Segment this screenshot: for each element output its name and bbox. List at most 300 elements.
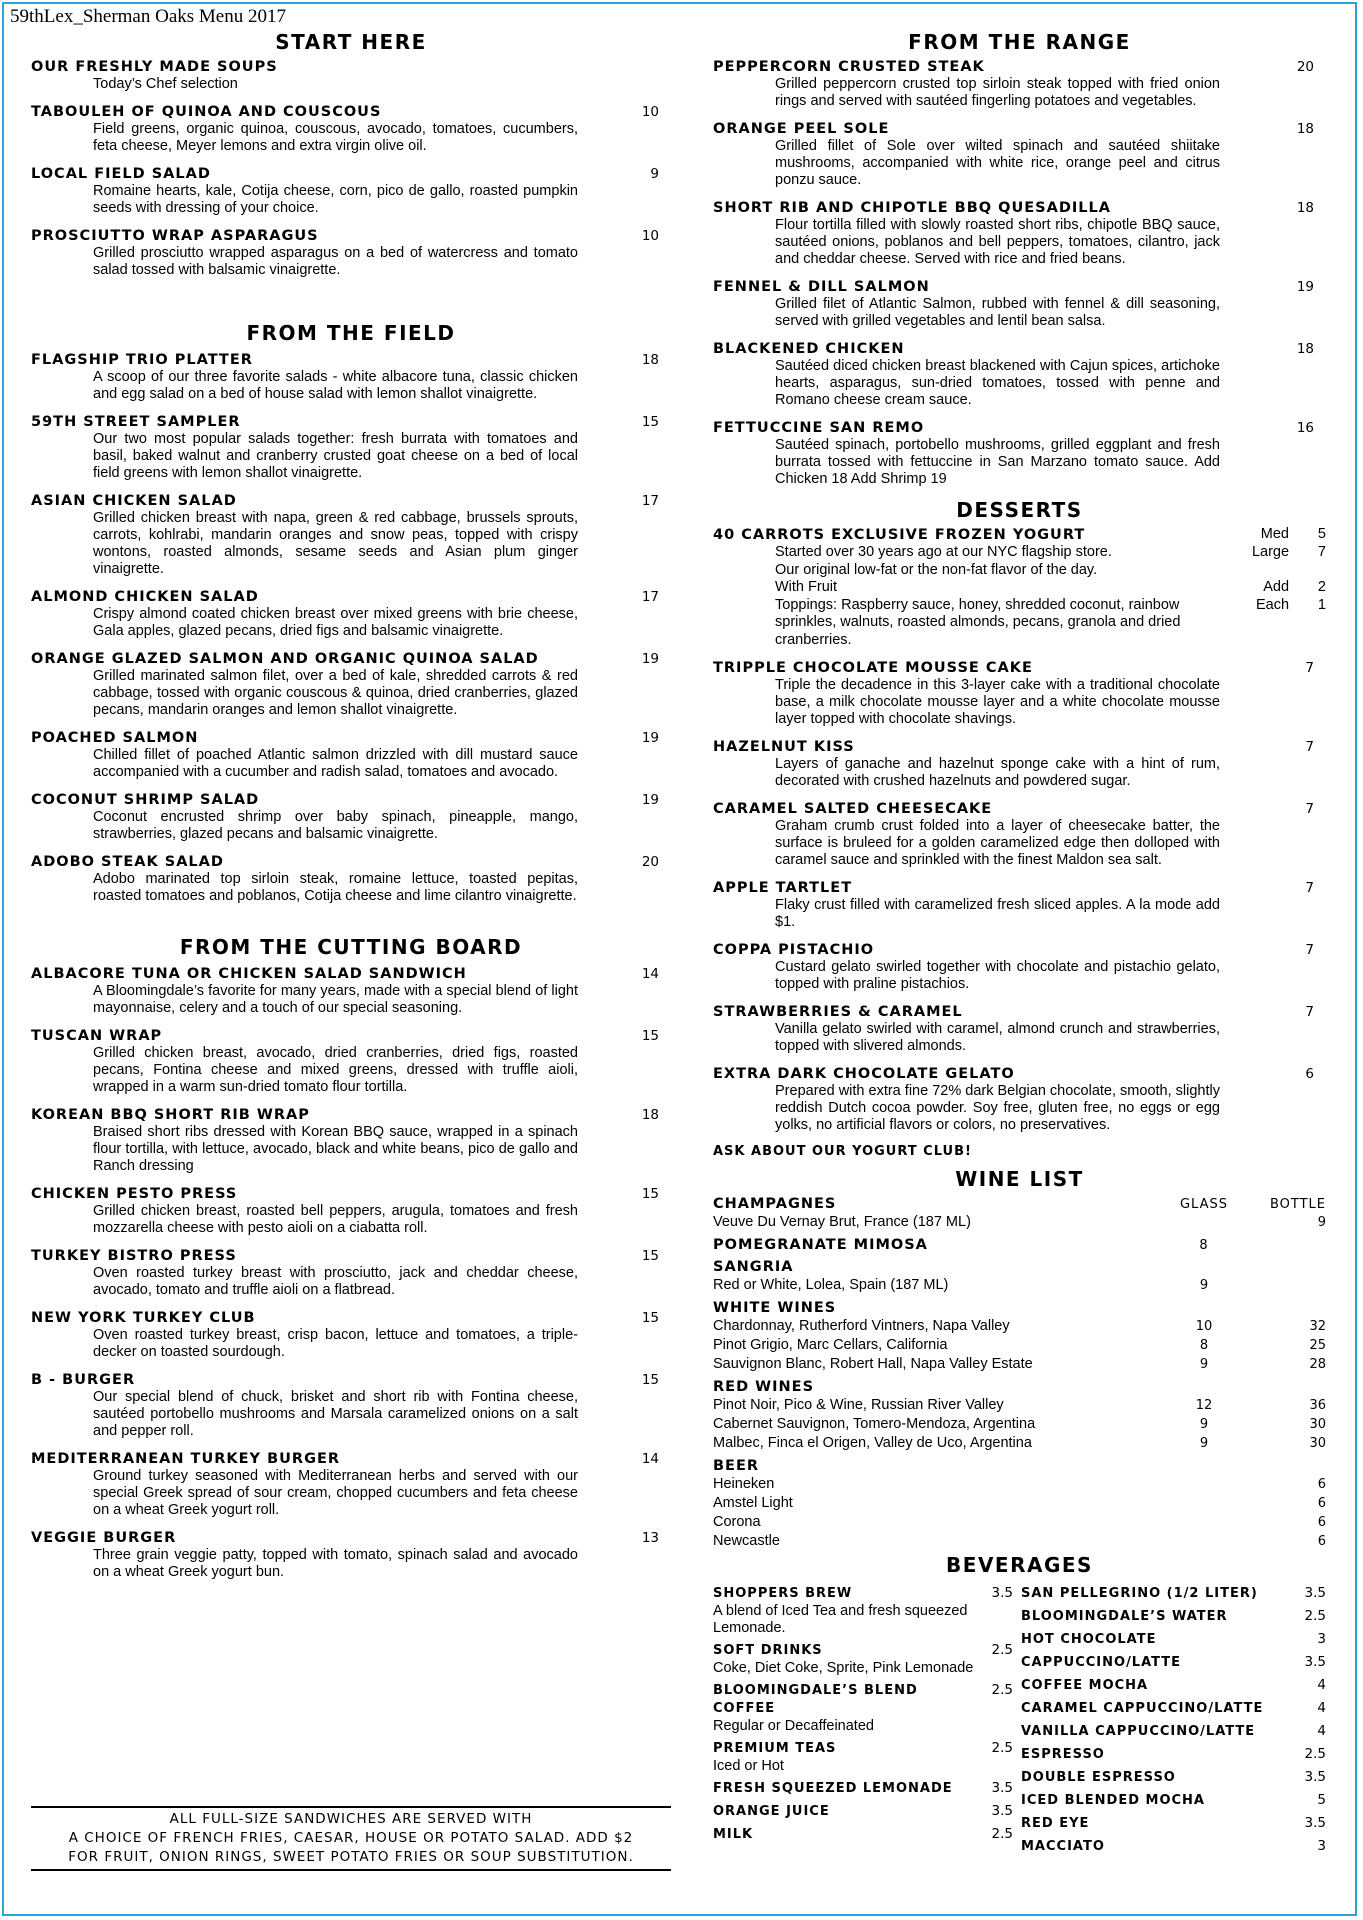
item-name: SHORT RIB AND CHIPOTLE BBQ QUESADILLA <box>713 200 1111 216</box>
wine-row <box>713 1532 1326 1551</box>
wine-group-name: BEER <box>713 1458 760 1474</box>
glass-price: 9 <box>1199 1357 1209 1372</box>
beverage-price: 3 <box>1317 1838 1326 1854</box>
beverage-description: A blend of Iced Tea and fresh squeezed Lemonade. <box>713 1603 968 1636</box>
menu-item <box>713 278 1326 330</box>
frozen-yogurt-item <box>713 526 1326 649</box>
item-price: 18 <box>641 1107 659 1123</box>
beverage-name: BLOOMINGDALE’S WATER <box>1021 1609 1228 1624</box>
item-description: A scoop of our three favorite salads - white albacore tuna, classic chicken and egg salad on a bed of house salad with lemon shallot vinaigrette. <box>93 369 578 402</box>
item-description: Crispy almond coated chicken breast over mixed greens with brie cheese, Gala apples, glazed pecans, dried figs and balsamic vinaigrette. <box>93 606 578 639</box>
item-description: Triple the decadence in this 3-layer cake with a traditional chocolate base, a milk chocolate mousse layer and a white chocolate mousse layer topped with chocolate shavings. <box>775 677 1220 727</box>
glass-price <box>1144 1494 1264 1513</box>
beverage-price: 3.5 <box>1304 1654 1326 1670</box>
glass-price: 9 <box>1199 1417 1209 1432</box>
menu-item <box>31 1247 671 1299</box>
menu-item <box>31 1450 671 1519</box>
item-name: EXTRA DARK CHOCOLATE GELATO <box>713 1066 1015 1082</box>
item-name: APPLE TARTLET <box>713 880 853 896</box>
footnote-line-1: ALL FULL-SIZE SANDWICHES ARE SERVED WITH <box>169 1811 533 1827</box>
option-size: Add <box>1263 579 1290 595</box>
from-the-field-list <box>31 351 671 905</box>
item-price: 10 <box>641 104 659 120</box>
item-description: Flour tortilla filled with slowly roasted short ribs, chipotle BBQ sauce, sautéed onions, poblanos and bell peppers, tomatoes, cilantro, jack and cheddar cheese. Served with rice and fried beans. <box>775 217 1220 267</box>
wine-name: Corona <box>713 1514 761 1530</box>
item-price: 13 <box>641 1530 659 1546</box>
item-name: HAZELNUT KISS <box>713 739 855 755</box>
wine-name: Cabernet Sauvignon, Tomero-Mendoza, Argentina <box>713 1416 1036 1432</box>
item-name: CHICKEN PESTO PRESS <box>31 1186 238 1202</box>
wine-name: Pinot Grigio, Marc Cellars, California <box>713 1337 948 1353</box>
bottle-price: 9 <box>1317 1215 1326 1230</box>
item-description: Sautéed spinach, portobello mushrooms, grilled eggplant and fresh burrata tossed with fettuccine in San Marzano tomato sauce. Add Chicken 18 Add Shrimp 19 <box>775 437 1220 487</box>
beverage-item <box>1021 1677 1326 1695</box>
menu-item <box>31 413 671 482</box>
bottle-price: 6 <box>1317 1534 1326 1549</box>
item-description: Layers of ganache and hazelnut sponge cake with a hint of rum, decorated with crushed hazelnuts and powdered sugar. <box>775 756 1220 789</box>
item-description: Romaine hearts, kale, Cotija cheese, corn, pico de gallo, roasted pumpkin seeds with dressing of your choice. <box>93 183 578 216</box>
section-title-from-the-range: FROM THE RANGE <box>908 30 1131 54</box>
menu-item <box>713 419 1326 488</box>
item-name: OUR FRESHLY MADE SOUPS <box>31 59 278 75</box>
wine-group <box>713 1378 1326 1453</box>
item-price: 15 <box>641 1186 659 1202</box>
wine-group-header <box>713 1236 1326 1254</box>
item-price: 7 <box>1305 660 1314 676</box>
beverage-name: ESPRESSO <box>1021 1747 1105 1762</box>
item-name: STRAWBERRIES & CARAMEL <box>713 1004 963 1020</box>
item-name: ADOBO STEAK SALAD <box>31 854 224 870</box>
wine-group-header <box>713 1378 1326 1396</box>
item-price: 15 <box>641 1248 659 1264</box>
yogurt-option-row <box>713 579 1326 597</box>
item-price: 7 <box>1305 1004 1314 1020</box>
bottle-column-label: BOTTLE <box>1269 1197 1326 1212</box>
item-price: 18 <box>1296 200 1314 216</box>
item-price: 19 <box>641 730 659 746</box>
item-description: Custard gelato swirled together with chocolate and pistachio gelato, topped with praline pistachios. <box>775 959 1220 992</box>
wine-row <box>713 1336 1326 1355</box>
section-title-wine-list: WINE LIST <box>955 1167 1084 1191</box>
item-price: 20 <box>1296 59 1314 75</box>
sandwich-footnote <box>31 1806 671 1871</box>
item-name: LOCAL FIELD SALAD <box>31 166 211 182</box>
wine-row <box>713 1355 1326 1374</box>
section-title-from-the-field: FROM THE FIELD <box>246 321 456 345</box>
wine-group-name: RED WINES <box>713 1379 815 1395</box>
size-label: Med <box>1260 526 1289 542</box>
item-description: Coconut encrusted shrimp over baby spinach, pineapple, mango, strawberries, glazed pecans and balsamic vinaigrette. <box>93 809 578 842</box>
beverage-name: COFFEE MOCHA <box>1021 1678 1149 1693</box>
wine-group <box>713 1457 1326 1551</box>
wine-group <box>713 1195 1326 1232</box>
beverage-price: 3.5 <box>991 1803 1013 1819</box>
menu-item <box>31 1027 671 1096</box>
bottle-price: 6 <box>1317 1515 1326 1530</box>
menu-item <box>31 58 671 93</box>
glass-price <box>1144 1513 1264 1532</box>
item-description: A Bloomingdale’s favorite for many years, made with a special blend of light mayonnaise, celery and a touch of our special seasoning. <box>93 983 578 1016</box>
beverage-name: SAN PELLEGRINO (1/2 LITER) <box>1021 1586 1258 1601</box>
item-name: ALBACORE TUNA OR CHICKEN SALAD SANDWICH <box>31 966 467 982</box>
item-name: 59TH STREET SAMPLER <box>31 414 241 430</box>
item-name: COPPA PISTACHIO <box>713 942 875 958</box>
beverages-grid <box>713 1585 1326 1861</box>
glass-price: 10 <box>1195 1319 1213 1334</box>
footnote-line-3: FOR FRUIT, ONION RINGS, SWEET POTATO FRIES OR SOUP SUBSTITUTION. <box>68 1849 634 1865</box>
option-text: With Fruit <box>775 579 838 595</box>
beverage-name: DOUBLE ESPRESSO <box>1021 1770 1176 1785</box>
item-description: Grilled chicken breast, avocado, dried cranberries, dried figs, roasted pecans, Fontina cheese and mixed greens, dressed with truffle aioli, wrapped in a warm sun-dried tomato flour tortilla. <box>93 1045 578 1095</box>
menu-item <box>31 588 671 640</box>
beverage-item <box>713 1682 1013 1735</box>
item-name: TURKEY BISTRO PRESS <box>31 1248 237 1264</box>
beverage-name: CAPPUCCINO/LATTE <box>1021 1655 1182 1670</box>
item-description: Grilled chicken breast, roasted bell peppers, arugula, tomatoes and fresh mozzarella cheese with pesto aioli on a ciabatta roll. <box>93 1203 578 1236</box>
item-description: Vanilla gelato swirled with caramel, almond crunch and strawberries, topped with slivered almonds. <box>775 1021 1220 1054</box>
item-price: 15 <box>641 1028 659 1044</box>
item-name: FETTUCCINE SAN REMO <box>713 420 925 436</box>
item-name: FENNEL & DILL SALMON <box>713 279 930 295</box>
wine-name: Sauvignon Blanc, Robert Hall, Napa Valley Estate <box>713 1356 1033 1372</box>
glass-price: 8 <box>1199 1238 1209 1253</box>
wine-row <box>713 1513 1326 1532</box>
option-size: Each <box>1256 596 1290 613</box>
item-description: Graham crumb crust folded into a layer of cheesecake batter, the surface is bruleed for a golden caramelized edge then dolloped with caramel sauce and sprinkled with the finest Maldon sea salt. <box>775 818 1220 868</box>
wine-row <box>713 1434 1326 1453</box>
wine-name: Chardonnay, Rutherford Vintners, Napa Valley <box>713 1318 1010 1334</box>
bottle-price: 36 <box>1309 1398 1326 1413</box>
item-price: 20 <box>641 854 659 870</box>
wine-row <box>713 1276 1326 1295</box>
bottle-price: 30 <box>1309 1417 1326 1432</box>
menu-item <box>31 1529 671 1581</box>
glass-column-label: GLASS <box>1179 1197 1228 1212</box>
item-name: PROSCIUTTO WRAP ASPARAGUS <box>31 228 319 244</box>
item-price: 17 <box>641 589 659 605</box>
item-name: NEW YORK TURKEY CLUB <box>31 1310 256 1326</box>
beverage-item <box>713 1585 1013 1637</box>
cutting-board-list <box>31 965 671 1581</box>
wine-name: Red or White, Lolea, Spain (187 ML) <box>713 1277 949 1293</box>
item-description: Prepared with extra fine 72% dark Belgian chocolate, smooth, slightly reddish Dutch cocoa powder. Soy free, gluten free, no eggs or egg yolks, no artificial flavors or colors, no preservatives. <box>775 1083 1220 1133</box>
beverage-item <box>1021 1815 1326 1833</box>
beverage-description: Regular or Decaffeinated <box>713 1718 874 1734</box>
item-description: Flaky crust filled with caramelized fresh sliced apples. A la mode add $1. <box>775 897 1220 930</box>
item-price: 14 <box>641 966 659 982</box>
beverage-item <box>1021 1631 1326 1649</box>
bottle-price: 28 <box>1309 1357 1326 1372</box>
left-column <box>31 30 671 1591</box>
wine-group-header <box>713 1457 1326 1475</box>
menu-item <box>713 199 1326 268</box>
item-name: PEPPERCORN CRUSTED STEAK <box>713 59 985 75</box>
wine-group <box>713 1236 1326 1254</box>
item-description: Our two most popular salads together: fresh burrata with tomatoes and basil, baked walnut and cranberry crusted goat cheese on a bed of local field greens with lemon shallot vinaigrette. <box>93 431 578 481</box>
beverage-name: HOT CHOCOLATE <box>1021 1632 1157 1647</box>
beverage-item <box>1021 1700 1326 1718</box>
beverage-price: 2.5 <box>991 1682 1013 1698</box>
item-name: TABOULEH OF QUINOA AND COUSCOUS <box>31 104 382 120</box>
item-price: 7 <box>1305 739 1314 755</box>
item-name: ASIAN CHICKEN SALAD <box>31 493 237 509</box>
beverage-price: 2.5 <box>991 1740 1013 1756</box>
beverage-price: 3 <box>1317 1631 1326 1647</box>
wine-group-name: POMEGRANATE MIMOSA <box>713 1237 928 1253</box>
beverage-price: 4 <box>1317 1677 1326 1693</box>
beverage-item <box>713 1780 1013 1798</box>
item-description: Oven roasted turkey breast, crisp bacon, lettuce and tomatoes, a triple-decker on toasted sourdough. <box>93 1327 578 1360</box>
item-price: 6 <box>1305 1066 1314 1082</box>
beverage-name: RED EYE <box>1021 1816 1090 1831</box>
beverage-item <box>1021 1838 1326 1856</box>
item-name: ORANGE GLAZED SALMON AND ORGANIC QUINOA SALAD <box>31 651 539 667</box>
beverage-name: ICED BLENDED MOCHA <box>1021 1793 1205 1808</box>
item-price: 10 <box>641 228 659 244</box>
yogurt-option-row <box>713 544 1326 562</box>
beverage-name: FRESH SQUEEZED LEMONADE <box>713 1781 953 1796</box>
beverage-price: 3.5 <box>1304 1769 1326 1785</box>
item-price: 16 <box>1296 420 1314 436</box>
menu-item <box>713 58 1326 110</box>
yogurt-option-row <box>713 562 1326 580</box>
item-price: 9 <box>650 166 659 182</box>
beverage-item <box>1021 1608 1326 1626</box>
item-price: 18 <box>1296 121 1314 137</box>
option-price <box>1289 562 1326 580</box>
from-the-range-list <box>713 58 1326 488</box>
section-title-cutting-board: FROM THE CUTTING BOARD <box>179 935 523 959</box>
glass-price: 8 <box>1199 1338 1209 1353</box>
beverage-item <box>1021 1585 1326 1603</box>
option-price: 1 <box>1317 596 1326 613</box>
glass-price: 12 <box>1195 1398 1213 1413</box>
menu-item <box>31 729 671 781</box>
beverage-price: 4 <box>1317 1700 1326 1716</box>
section-title-desserts: DESSERTS <box>956 498 1083 522</box>
bottle-price: 30 <box>1309 1436 1326 1451</box>
item-description: Grilled prosciutto wrapped asparagus on a bed of watercress and tomato salad tossed with balsamic vinaigrette. <box>93 245 578 278</box>
menu-item <box>31 1371 671 1440</box>
bottle-price <box>1264 1276 1326 1295</box>
wine-name: Heineken <box>713 1476 775 1492</box>
item-name: BLACKENED CHICKEN <box>713 341 905 357</box>
yogurt-club-note: ASK ABOUT OUR YOGURT CLUB! <box>713 1144 972 1159</box>
yogurt-options <box>713 544 1326 649</box>
menu-item <box>713 879 1326 931</box>
bottle-price: 6 <box>1317 1477 1326 1492</box>
beverage-name: MILK <box>713 1827 754 1842</box>
menu-item <box>713 1003 1326 1055</box>
item-price: 5 <box>1317 526 1326 542</box>
wine-name: Veuve Du Vernay Brut, France (187 ML) <box>713 1214 971 1230</box>
glass-price <box>1144 1532 1264 1551</box>
item-name: B - BURGER <box>31 1372 136 1388</box>
beverage-price: 2.5 <box>991 1826 1013 1842</box>
beverage-name: VANILLA CAPPUCCINO/LATTE <box>1021 1724 1256 1739</box>
menu-item <box>713 340 1326 409</box>
document-title: 59thLex_Sherman Oaks Menu 2017 <box>10 6 286 27</box>
beverage-name: CARAMEL CAPPUCCINO/LATTE <box>1021 1701 1264 1716</box>
wine-group-header <box>713 1299 1326 1317</box>
option-text: Toppings: Raspberry sauce, honey, shredded coconut, rainbow sprinkles, walnuts, roasted almonds, pecans, granola and dried cranberries. <box>775 596 1181 648</box>
beverages-left-column <box>713 1585 1013 1861</box>
beverage-price: 2.5 <box>1304 1746 1326 1762</box>
item-description: Grilled fillet of Sole over wilted spinach and sautéed shiitake mushrooms, accompanied with white rice, orange peel and citrus ponzu sauce. <box>775 138 1220 188</box>
item-description: Field greens, organic quinoa, couscous, avocado, tomatoes, cucumbers, feta cheese, Meyer lemons and extra virgin olive oil. <box>93 121 578 154</box>
menu-item <box>31 791 671 843</box>
option-price: 7 <box>1317 544 1326 560</box>
item-description: Today’s Chef selection <box>93 76 238 92</box>
wine-name: Malbec, Finca el Origen, Valley de Uco, Argentina <box>713 1435 1032 1451</box>
item-price: 19 <box>641 651 659 667</box>
bottle-price: 25 <box>1309 1338 1326 1353</box>
item-description: Grilled chicken breast with napa, green & red cabbage, brussels sprouts, carrots, kohlrabi, mandarin oranges and snow peas, topped with crispy wontons, roasted almonds, sesame seeds and Asian plum ginger vinaigrette. <box>93 510 578 577</box>
menu-item <box>31 1106 671 1175</box>
wine-group-header <box>713 1258 1326 1276</box>
beverage-price: 3.5 <box>1304 1585 1326 1601</box>
yogurt-option-row <box>713 597 1326 650</box>
item-price: 18 <box>641 352 659 368</box>
item-description: Chilled fillet of poached Atlantic salmon drizzled with dill mustard sauce accompanied with a cucumber and radish salad, tomatoes and avocado. <box>93 747 578 780</box>
menu-item <box>713 659 1326 728</box>
beverage-item <box>1021 1746 1326 1764</box>
beverage-name: BLOOMINGDALE’S BLEND COFFEE <box>713 1683 918 1716</box>
wine-name: Newcastle <box>713 1533 780 1549</box>
item-price: 15 <box>641 1310 659 1326</box>
item-description: Our special blend of chuck, brisket and short rib with Fontina cheese, sautéed portobello mushrooms and Marsala caramelized onions on a salt and pepper roll. <box>93 1389 578 1439</box>
bottle-price: 6 <box>1317 1496 1326 1511</box>
menu-item <box>31 492 671 578</box>
menu-item <box>31 1309 671 1361</box>
item-name: ALMOND CHICKEN SALAD <box>31 589 259 605</box>
item-price: 15 <box>641 414 659 430</box>
item-name: VEGGIE BURGER <box>31 1530 177 1546</box>
item-description: Oven roasted turkey breast with prosciutto, jack and cheddar cheese, avocado, tomato and truffle aioli on a flatbread. <box>93 1265 578 1298</box>
wine-row <box>713 1494 1326 1513</box>
item-name: POACHED SALMON <box>31 730 199 746</box>
wine-row <box>713 1475 1326 1494</box>
beverage-item <box>1021 1769 1326 1787</box>
wine-group <box>713 1299 1326 1374</box>
option-size: Large <box>1251 544 1290 560</box>
wine-row <box>713 1317 1326 1336</box>
item-name: COCONUT SHRIMP SALAD <box>31 792 260 808</box>
beverage-price: 5 <box>1317 1792 1326 1808</box>
option-size <box>1219 562 1289 580</box>
item-description: Adobo marinated top sirloin steak, romaine lettuce, toasted pepitas, roasted tomatoes and poblanos, Cotija cheese and lime cilantro vinaigrette. <box>93 871 578 904</box>
wine-group-header <box>713 1195 1326 1213</box>
beverage-description: Coke, Diet Coke, Sprite, Pink Lemonade <box>713 1660 974 1676</box>
beverage-name: ORANGE JUICE <box>713 1804 830 1819</box>
menu-item <box>31 1185 671 1237</box>
beverage-price: 3.5 <box>1304 1815 1326 1831</box>
desserts-list <box>713 659 1326 1134</box>
beverage-item <box>713 1803 1013 1821</box>
item-description: Three grain veggie patty, topped with tomato, spinach salad and avocado on a wheat Greek yogurt bun. <box>93 1547 578 1580</box>
item-price: 19 <box>641 792 659 808</box>
item-name: TRIPPLE CHOCOLATE MOUSSE CAKE <box>713 660 1033 676</box>
item-name: 40 CARROTS EXCLUSIVE FROZEN YOGURT <box>713 527 1086 543</box>
item-description: Ground turkey seasoned with Mediterranean herbs and served with our special Greek spread of sour cream, chopped cucumbers and feta cheese on a wheat Greek yogurt roll. <box>93 1468 578 1518</box>
beverage-price: 3.5 <box>991 1585 1013 1601</box>
beverage-item <box>1021 1654 1326 1672</box>
wine-row <box>713 1213 1326 1232</box>
wine-list <box>713 1195 1326 1551</box>
item-price: 7 <box>1305 880 1314 896</box>
beverage-price: 2.5 <box>991 1642 1013 1658</box>
item-price: 7 <box>1305 942 1314 958</box>
bottle-price: 32 <box>1309 1319 1326 1334</box>
beverage-price: 3.5 <box>991 1780 1013 1796</box>
item-price: 19 <box>1296 279 1314 295</box>
item-name: FLAGSHIP TRIO PLATTER <box>31 352 253 368</box>
beverage-item <box>713 1740 1013 1775</box>
menu-item <box>31 853 671 905</box>
wine-group-name: SANGRIA <box>713 1259 794 1275</box>
wine-name: Pinot Noir, Pico & Wine, Russian River Valley <box>713 1397 1004 1413</box>
section-title-beverages: BEVERAGES <box>946 1553 1093 1577</box>
item-price: 7 <box>1305 801 1314 817</box>
item-price: 14 <box>641 1451 659 1467</box>
menu-item <box>31 165 671 217</box>
item-description: Braised short ribs dressed with Korean BBQ sauce, wrapped in a spinach flour tortilla, with lettuce, avocado, black and white beans, pico de gallo and Ranch dressing <box>93 1124 578 1174</box>
menu-item <box>713 738 1326 790</box>
item-description: Grilled filet of Atlantic Salmon, rubbed with fennel & dill seasoning, served with grilled vegetables and lentil bean salsa. <box>775 296 1220 329</box>
menu-item <box>31 650 671 719</box>
menu-item <box>31 227 671 279</box>
beverages-right-column <box>1021 1585 1326 1861</box>
item-price: 15 <box>641 1372 659 1388</box>
beverage-name: PREMIUM TEAS <box>713 1741 837 1756</box>
beverage-price: 4 <box>1317 1723 1326 1739</box>
beverage-description: Iced or Hot <box>713 1758 784 1774</box>
menu-item <box>713 941 1326 993</box>
wine-group-name: WHITE WINES <box>713 1300 837 1316</box>
wine-row <box>713 1415 1326 1434</box>
item-name: TUSCAN WRAP <box>31 1028 163 1044</box>
menu-item <box>31 103 671 155</box>
section-title-start-here: START HERE <box>275 30 427 54</box>
menu-item <box>713 120 1326 189</box>
beverage-price: 2.5 <box>1304 1608 1326 1624</box>
menu-item <box>713 800 1326 869</box>
right-column <box>713 30 1326 1861</box>
glass-price <box>1144 1475 1264 1494</box>
beverage-name: MACCIATO <box>1021 1839 1105 1854</box>
option-text: Started over 30 years ago at our NYC flagship store. <box>775 544 1112 560</box>
beverage-item <box>1021 1723 1326 1741</box>
wine-group-name: CHAMPAGNES <box>713 1196 837 1212</box>
option-text: Our original low-fat or the non-fat flavor of the day. <box>775 561 1098 578</box>
beverage-item <box>713 1826 1013 1844</box>
wine-group <box>713 1258 1326 1295</box>
item-name: MEDITERRANEAN TURKEY BURGER <box>31 1451 341 1467</box>
item-price: 17 <box>641 493 659 509</box>
item-name: KOREAN BBQ SHORT RIB WRAP <box>31 1107 310 1123</box>
glass-price: 9 <box>1199 1436 1209 1451</box>
item-price: 18 <box>1296 341 1314 357</box>
start-here-list <box>31 58 671 279</box>
item-name: ORANGE PEEL SOLE <box>713 121 890 137</box>
menu-item <box>31 351 671 403</box>
item-name: CARAMEL SALTED CHEESECAKE <box>713 801 993 817</box>
wine-name: Amstel Light <box>713 1495 793 1511</box>
footnote-line-2: A CHOICE OF FRENCH FRIES, CAESAR, HOUSE OR POTATO SALAD. ADD $2 <box>68 1830 634 1846</box>
glass-price: 9 <box>1199 1278 1209 1293</box>
glass-price <box>1144 1213 1264 1232</box>
item-description: Grilled marinated salmon filet, over a bed of kale, shredded carrots & red cabbage, tossed with organic couscous & quinoa, dried cranberries, glazed pecans, mandarin oranges and lemon shallot vinaigrette. <box>93 668 578 718</box>
